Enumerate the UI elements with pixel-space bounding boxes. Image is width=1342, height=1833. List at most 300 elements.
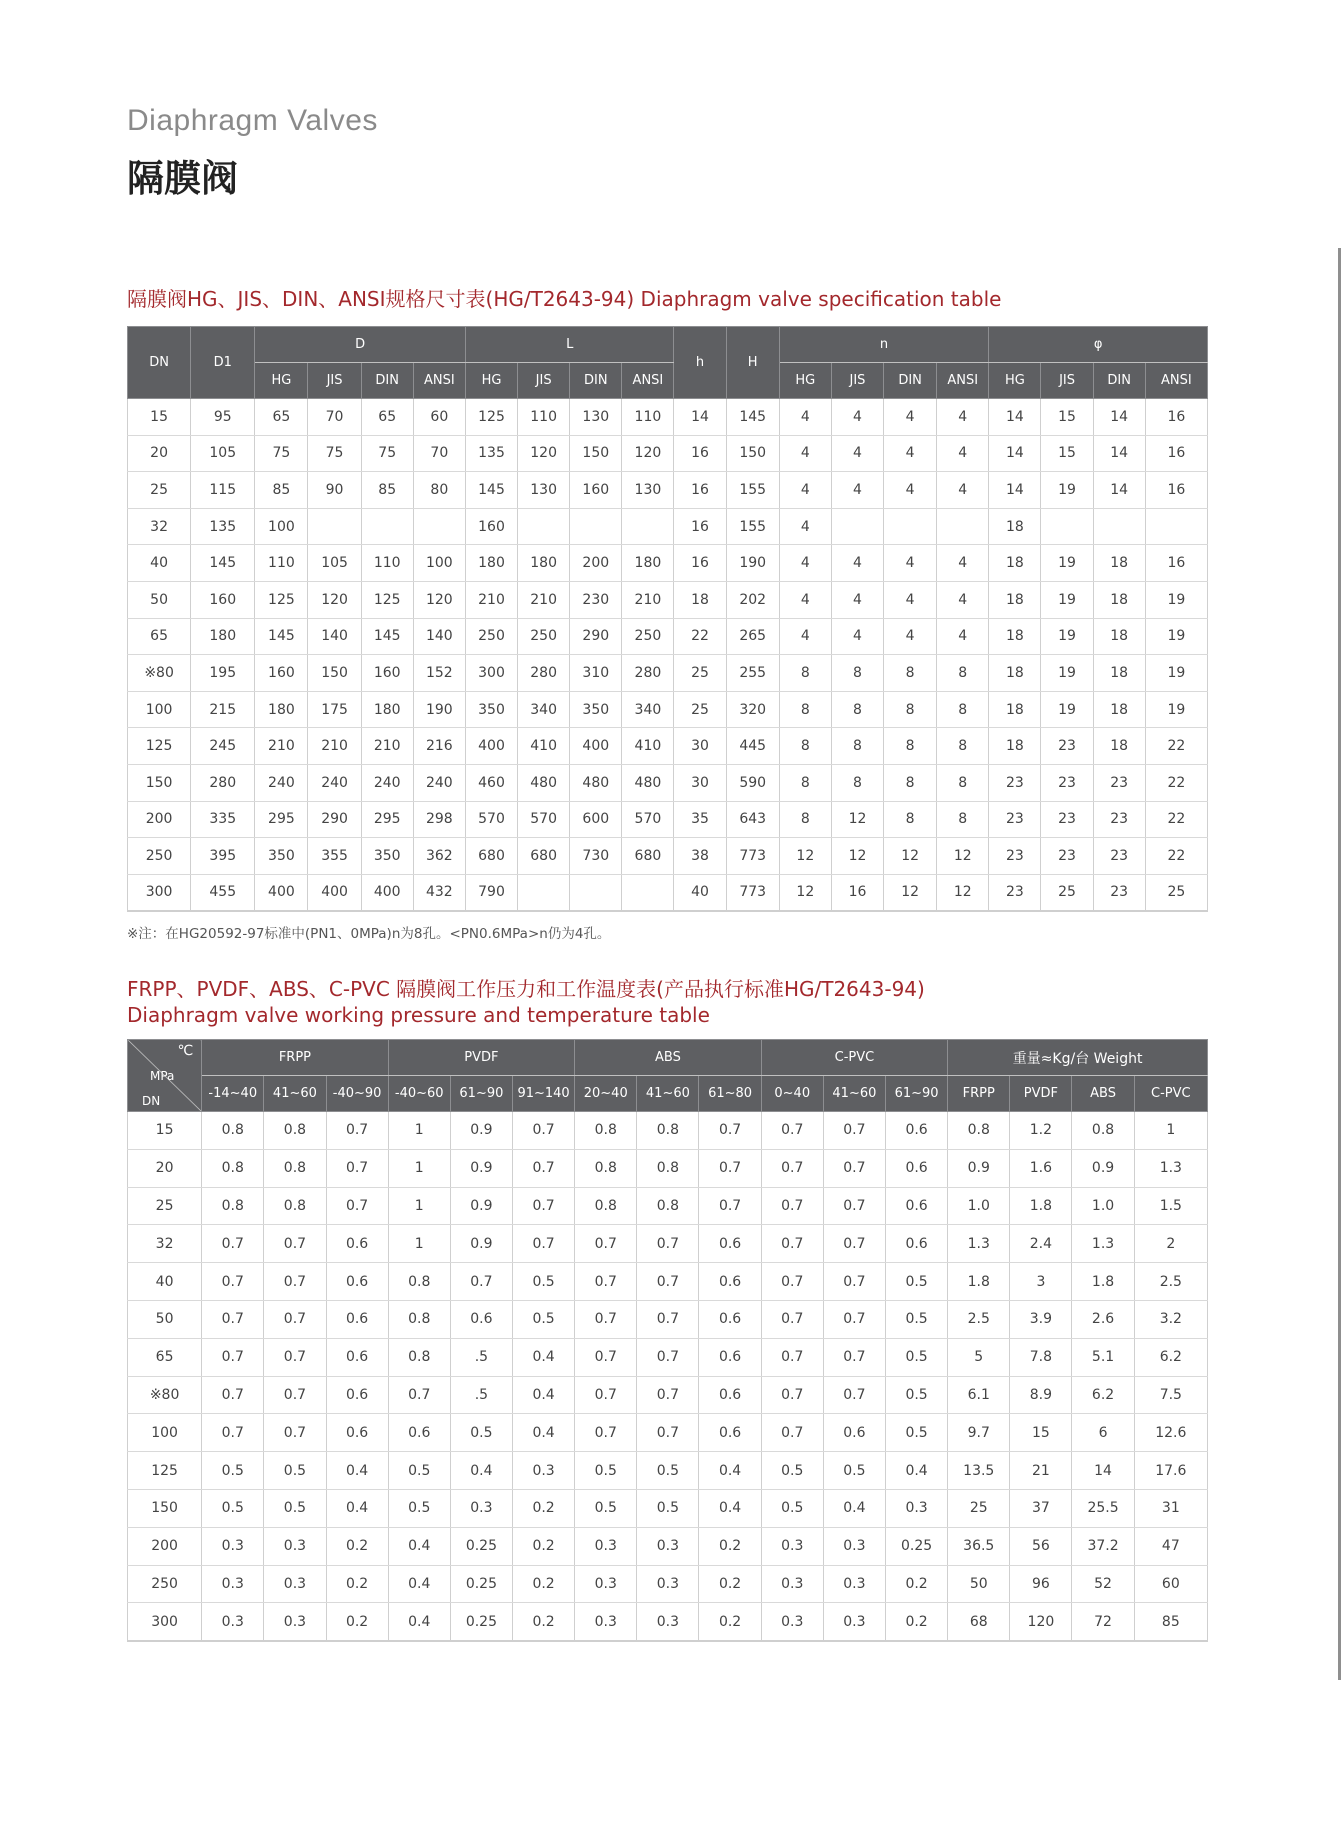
table-cell: 152 [413,655,465,692]
table-cell: 18 [989,618,1041,655]
table-cell: 0.7 [512,1112,574,1150]
table-cell: 14 [1093,472,1145,509]
table-cell: 75 [361,435,413,472]
table-cell: 130 [622,472,674,509]
table-cell: 0.6 [699,1414,761,1452]
table-cell: 100 [413,545,465,582]
table-cell: 480 [518,764,570,801]
table-cell: 145 [255,618,308,655]
sub-header-hg: HG [255,363,308,399]
table-cell: 150 [128,764,191,801]
table-cell: 0.8 [637,1112,699,1150]
table-cell: 730 [570,838,622,875]
table-cell: 210 [308,728,361,765]
table-cell: 8 [884,655,937,692]
table-cell: 0.7 [699,1187,761,1225]
table-cell: 5 [948,1338,1010,1376]
table-cell: 0.7 [326,1149,388,1187]
table-cell: 5.1 [1072,1338,1134,1376]
table-cell: 18 [1093,691,1145,728]
table-cell: 150 [128,1489,202,1527]
table-cell: 95 [191,399,255,436]
table-cell: 395 [191,838,255,875]
table-cell: .5 [450,1376,512,1414]
table-cell: 120 [1010,1603,1072,1641]
sub-header: FRPP [948,1076,1010,1112]
table-cell: 0.5 [575,1452,637,1490]
table-cell: 0.7 [823,1338,885,1376]
table-cell: 300 [465,655,517,692]
table-cell [937,508,989,545]
table-cell: 0.6 [699,1300,761,1338]
table-cell: 160 [361,655,413,692]
table-cell: 68 [948,1603,1010,1641]
sub-header-hg: HG [779,363,831,399]
table-cell: 22 [1145,764,1207,801]
table-cell: 1.3 [1134,1149,1207,1187]
table-cell: 295 [255,801,308,838]
table-cell: 6.1 [948,1376,1010,1414]
table-cell: 120 [413,581,465,618]
table-cell: 250 [128,838,191,875]
table-cell: 310 [570,655,622,692]
sub-header: 0~40 [761,1076,823,1112]
table-cell: 0.3 [264,1603,326,1641]
sub-header-din: DIN [361,363,413,399]
table-cell: 4 [779,618,831,655]
sub-header-jis: JIS [518,363,570,399]
table-cell: 0.6 [885,1225,947,1263]
table-cell: 0.5 [885,1263,947,1301]
table-cell: 4 [884,399,937,436]
table-cell: 0.8 [388,1300,450,1338]
table-cell: 460 [465,764,517,801]
table-cell: 19 [1145,655,1207,692]
table-cell: 1 [388,1112,450,1150]
table-cell: 0.8 [948,1112,1010,1150]
table-cell: 0.3 [823,1565,885,1603]
table-cell: 4 [884,581,937,618]
table-cell: 570 [622,801,674,838]
pressure-table-title-line2: Diaphragm valve working pressure and temperature table [127,1003,710,1027]
table-cell: 16 [1145,545,1207,582]
table-cell: 0.7 [264,1338,326,1376]
table-cell: 0.7 [761,1414,823,1452]
table-cell: 4 [937,618,989,655]
table-cell: 8 [779,691,831,728]
table-cell: 445 [726,728,779,765]
table-cell: 4 [779,581,831,618]
table-cell: 8 [937,691,989,728]
table-cell: 0.9 [948,1149,1010,1187]
table-cell: 15 [128,399,191,436]
table-cell: 180 [191,618,255,655]
table-cell: 410 [518,728,570,765]
table-cell: 1.8 [948,1263,1010,1301]
table-cell: 25 [1041,874,1093,911]
sub-header-hg: HG [465,363,517,399]
table-cell: 23 [989,874,1041,911]
table-row [128,472,1208,509]
table-row [128,1489,1208,1527]
pressure-table-title [127,976,925,1028]
table-cell: 0.7 [575,1376,637,1414]
table-row [128,801,1208,838]
table-cell: 15 [1041,435,1093,472]
table-cell: 0.5 [761,1452,823,1490]
table-cell: 40 [674,874,726,911]
table-cell: 25 [128,472,191,509]
table-cell [413,508,465,545]
table-cell: 0.8 [388,1338,450,1376]
table-cell: 0.6 [885,1112,947,1150]
table-cell: 23 [1041,764,1093,801]
table-row [128,691,1208,728]
table-cell: 16 [674,508,726,545]
table-cell: 13.5 [948,1452,1010,1490]
sub-header: -40~90 [326,1076,388,1112]
table-cell: 0.7 [575,1225,637,1263]
table-cell: 4 [884,545,937,582]
table-cell: 15 [128,1112,202,1150]
table-cell: 130 [570,399,622,436]
table-cell: 2 [1134,1225,1207,1263]
table-cell: 3.2 [1134,1300,1207,1338]
table-cell: 0.7 [761,1112,823,1150]
table-cell [1145,508,1207,545]
table-cell: 0.3 [202,1527,264,1565]
table-cell: 0.5 [885,1300,947,1338]
table-cell [831,508,883,545]
table-cell: 19 [1041,472,1093,509]
table-cell: 0.8 [388,1263,450,1301]
table-cell: 0.7 [264,1376,326,1414]
table-cell: 4 [831,545,883,582]
table-cell: 32 [128,508,191,545]
table-cell: 0.7 [823,1263,885,1301]
table-cell: 0.3 [512,1452,574,1490]
table-cell: 0.7 [699,1112,761,1150]
table-cell [518,508,570,545]
table-cell: 0.9 [450,1187,512,1225]
table-cell: 0.7 [637,1225,699,1263]
table-cell: 0.7 [699,1149,761,1187]
table-cell: 0.8 [264,1149,326,1187]
table-cell: 0.7 [637,1300,699,1338]
table-cell: 100 [128,691,191,728]
corner-header [128,1040,202,1112]
table-cell: 36.5 [948,1527,1010,1565]
table-row [128,435,1208,472]
table-cell: 4 [779,435,831,472]
table-cell: 240 [413,764,465,801]
table-cell: 0.5 [512,1263,574,1301]
table-cell: 0.4 [512,1414,574,1452]
table-cell: 12 [884,838,937,875]
sub-header-ansi: ANSI [937,363,989,399]
table-cell: 135 [465,435,517,472]
table-cell: 8 [884,764,937,801]
col-header-phi: φ [989,327,1208,363]
table-cell: 0.7 [575,1414,637,1452]
table-cell: 210 [518,581,570,618]
table-cell: 8 [831,728,883,765]
table-cell: 115 [191,472,255,509]
table-cell: 145 [726,399,779,436]
table-cell: 16 [1145,472,1207,509]
table-cell: 100 [128,1414,202,1452]
table-cell: 155 [726,472,779,509]
table-cell: 3.9 [1010,1300,1072,1338]
table-cell: 4 [937,472,989,509]
col-header-d: D [255,327,466,363]
table-cell: 0.4 [388,1527,450,1565]
table-cell: 280 [191,764,255,801]
table-cell: 12 [884,874,937,911]
table-cell: 8 [831,764,883,801]
table-cell: 0.7 [388,1376,450,1414]
table-cell: 210 [255,728,308,765]
table-cell: 0.6 [450,1300,512,1338]
table-cell: 202 [726,581,779,618]
table-cell: 0.3 [637,1527,699,1565]
table-cell: 19 [1041,691,1093,728]
table-row [128,1527,1208,1565]
table-cell: 0.7 [823,1225,885,1263]
table-cell: 9.7 [948,1414,1010,1452]
table-cell: 0.7 [761,1149,823,1187]
table-cell: 590 [726,764,779,801]
table-cell: 8 [779,655,831,692]
table-cell: 110 [622,399,674,436]
table-cell: 0.8 [264,1187,326,1225]
table-cell [308,508,361,545]
pressure-table [127,1039,1208,1642]
table-cell: 75 [308,435,361,472]
table-cell: 18 [1093,728,1145,765]
table-cell: 30 [674,764,726,801]
table-cell: 210 [622,581,674,618]
table-cell: 480 [570,764,622,801]
table-cell: 18 [1093,655,1145,692]
table-cell: 20 [128,435,191,472]
table-cell: 4 [831,581,883,618]
table-cell: 0.8 [202,1112,264,1150]
table-cell: 0.7 [512,1149,574,1187]
table-cell: 2.4 [1010,1225,1072,1263]
table-cell: 0.7 [202,1338,264,1376]
table-cell: 125 [465,399,517,436]
table-cell: 105 [191,435,255,472]
table-cell: 16 [831,874,883,911]
sub-header-jis: JIS [1041,363,1093,399]
table-cell: 22 [1145,801,1207,838]
spec-table-note: ※注：在HG20592-97标准中(PN1、0MPa)n为8孔。<PN0.6MPa>n仍为4孔。 [127,926,611,942]
table-cell: 12 [937,874,989,911]
table-cell: 200 [128,801,191,838]
table-cell: 23 [989,801,1041,838]
table-cell: 570 [465,801,517,838]
table-cell: 0.7 [637,1376,699,1414]
table-cell: 8 [779,728,831,765]
table-cell: 145 [191,545,255,582]
table-cell: 52 [1072,1565,1134,1603]
table-cell: 23 [1093,874,1145,911]
table-cell: 120 [308,581,361,618]
table-cell: 8 [884,801,937,838]
table-cell: 23 [1041,801,1093,838]
table-cell: 0.7 [575,1263,637,1301]
table-cell: 23 [989,764,1041,801]
table-cell: 0.2 [326,1527,388,1565]
table-cell: 180 [255,691,308,728]
table-cell: 1.5 [1134,1187,1207,1225]
table-cell: 120 [518,435,570,472]
sub-header-ansi: ANSI [1145,363,1207,399]
table-cell: 0.6 [326,1263,388,1301]
group-header-frpp: FRPP [202,1040,388,1076]
table-cell: 455 [191,874,255,911]
table-row [128,1376,1208,1414]
table-cell: 0.6 [699,1263,761,1301]
table-cell: 1.8 [1072,1263,1134,1301]
table-cell: 0.5 [885,1414,947,1452]
table-cell: 0.2 [699,1603,761,1641]
table-cell: 0.2 [326,1565,388,1603]
table-cell: 110 [518,399,570,436]
table-cell: 0.8 [637,1149,699,1187]
table-cell: 298 [413,801,465,838]
table-row [128,1338,1208,1376]
table-cell: 0.2 [699,1565,761,1603]
table-cell: 300 [128,1603,202,1641]
table-cell [361,508,413,545]
table-cell: 12 [779,838,831,875]
table-cell: 125 [128,1452,202,1490]
table-cell: 90 [308,472,361,509]
table-cell: 16 [674,545,726,582]
table-cell: 14 [989,435,1041,472]
table-cell: 16 [1145,435,1207,472]
sub-header: 61~80 [699,1076,761,1112]
table-cell: 0.5 [388,1452,450,1490]
table-cell: 75 [255,435,308,472]
table-cell: 80 [413,472,465,509]
sub-header-ansi: ANSI [622,363,674,399]
table-cell: 155 [726,508,779,545]
table-cell: 85 [1134,1603,1207,1641]
table-row [128,1414,1208,1452]
table-cell: 0.3 [202,1565,264,1603]
table-cell: 72 [1072,1603,1134,1641]
table-cell: 410 [622,728,674,765]
table-cell: 25 [948,1489,1010,1527]
page-title-en: Diaphragm Valves [127,104,378,137]
table-cell: 0.5 [885,1376,947,1414]
table-cell: 19 [1145,618,1207,655]
table-cell: 216 [413,728,465,765]
sub-header: 61~90 [885,1076,947,1112]
table-cell: 50 [128,1300,202,1338]
table-row [128,1187,1208,1225]
table-cell: 190 [413,691,465,728]
sub-header: 41~60 [264,1076,326,1112]
table-cell: 56 [1010,1527,1072,1565]
table-cell: 47 [1134,1527,1207,1565]
table-row [128,1565,1208,1603]
table-cell: 12 [831,838,883,875]
table-cell: 135 [191,508,255,545]
table-cell: 0.7 [512,1187,574,1225]
table-cell: 0.4 [512,1376,574,1414]
spec-table [127,326,1208,912]
table-cell: 4 [779,508,831,545]
table-row [128,545,1208,582]
table-cell: 65 [128,618,191,655]
table-cell: 0.3 [637,1565,699,1603]
table-cell: 0.6 [326,1338,388,1376]
table-cell: 180 [465,545,517,582]
table-cell: 2.5 [948,1300,1010,1338]
table-cell: 0.5 [512,1300,574,1338]
table-cell: 37.2 [1072,1527,1134,1565]
group-header-pvdf: PVDF [388,1040,575,1076]
table-cell [1093,508,1145,545]
table-cell: 140 [308,618,361,655]
table-cell: 0.3 [761,1565,823,1603]
col-header-h-big: H [726,327,779,399]
table-cell: 255 [726,655,779,692]
table-cell: 23 [989,838,1041,875]
table-cell: 19 [1145,691,1207,728]
spec-table-title: 隔膜阀HG、JIS、DIN、ANSI规格尺寸表(HG/T2643-94) Diaphragm valve specification table [127,287,1002,311]
sub-header-din: DIN [884,363,937,399]
table-cell: 0.25 [450,1527,512,1565]
table-cell: 0.7 [264,1414,326,1452]
table-cell: .5 [450,1338,512,1376]
table-cell: 680 [465,838,517,875]
table-cell: 4 [831,618,883,655]
table-cell: 0.5 [761,1489,823,1527]
table-row [128,764,1208,801]
table-cell: 0.3 [761,1603,823,1641]
table-cell: 150 [308,655,361,692]
table-cell: 0.6 [699,1225,761,1263]
table-cell: 40 [128,545,191,582]
sub-header-din: DIN [1093,363,1145,399]
corner-temp-label: ℃ [177,1043,194,1059]
table-cell: 18 [989,728,1041,765]
table-cell: 16 [1145,399,1207,436]
table-cell: 0.7 [450,1263,512,1301]
col-header-dn: DN [128,327,191,399]
table-cell: 18 [674,581,726,618]
table-cell: 12 [831,801,883,838]
col-header-l: L [465,327,674,363]
table-cell: 0.5 [823,1452,885,1490]
table-cell: 250 [465,618,517,655]
table-cell: 250 [622,618,674,655]
sub-header: 20~40 [575,1076,637,1112]
table-cell: 0.9 [1072,1149,1134,1187]
table-cell: 0.6 [823,1414,885,1452]
table-row [128,1263,1208,1301]
table-cell: 0.4 [388,1603,450,1641]
group-header-cpvc: C-PVC [761,1040,948,1076]
page-edge-rule [1338,248,1341,1680]
table-cell: 4 [937,399,989,436]
sub-header: -14~40 [202,1076,264,1112]
